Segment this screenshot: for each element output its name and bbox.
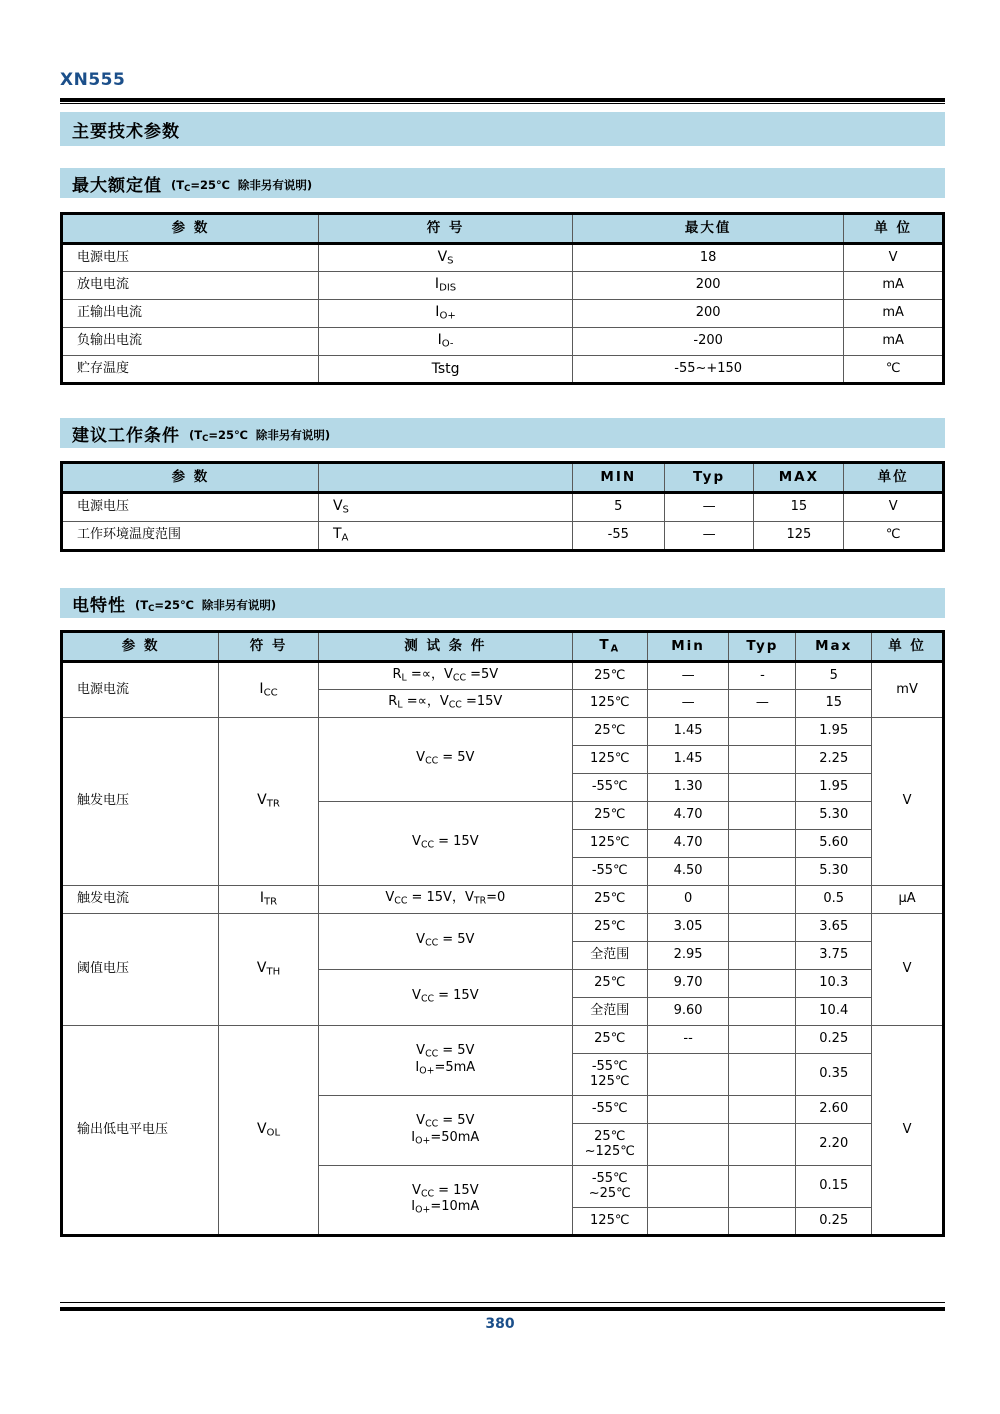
cell-typ: — [664,493,754,522]
cell-param: 触发电流 [62,886,219,914]
cell-max: 5.30 [796,802,872,830]
table-row [62,914,944,942]
cell-symbol: $V_S$ [318,493,572,522]
cell-min: 4.70 [647,802,729,830]
table-header-row [62,463,944,493]
table-row [62,272,944,300]
cell-ta: 全范围 [572,998,647,1026]
cell-ta: 25℃ [572,886,647,914]
cell-typ [729,1026,796,1054]
cell-ta: -55℃ 125℃ [572,1054,647,1096]
cell-ta: 25℃ [572,1026,647,1054]
col-header-ta: $T_A$ [572,632,647,662]
electrical-characteristics-table [60,630,945,1237]
cell-ta: 25℃ [572,914,647,942]
cell-max: 15 [754,493,844,522]
cell-max: 2.20 [796,1124,872,1166]
cell-symbol: $V_S$ [319,244,573,272]
cell-param: 电源电压 [62,244,319,272]
cell-test-condition: $V_{CC} = 15V$ [318,802,572,886]
cell-max: 0.5 [796,886,872,914]
cell-ta: -55℃ [572,774,647,802]
cell-min: 4.70 [647,830,729,858]
cell-symbol: $T_A$ [318,522,572,551]
col-header-min: MIN [572,463,664,493]
cell-min: — [647,690,729,718]
col-header-symbol: 符 号 [219,632,319,662]
electrical-section-condition: ($T_C=25℃$ 除非另有说明) [135,597,277,615]
cell-test-condition: $V_{CC} = 15V$，$V_{TR}=0$ [318,886,572,914]
main-section-bar [60,112,945,146]
cell-max: 10.4 [796,998,872,1026]
cell-min: — [647,662,729,690]
col-header-max: Max [796,632,872,662]
cell-max: 1.95 [796,774,872,802]
cell-typ [729,830,796,858]
cell-unit: mA [844,272,944,300]
cell-unit: μA [872,886,944,914]
cell-max: 15 [796,690,872,718]
col-header-symbol: 符 号 [319,214,573,244]
table-row [62,244,944,272]
cell-symbol: $V_{OL}$ [219,1026,319,1236]
cell-typ [729,718,796,746]
abs-max-section-condition: ($T_C=25℃$ 除非另有说明) [171,177,313,195]
cell-max: 5.30 [796,858,872,886]
cell-unit: ℃ [844,522,944,551]
cell-unit: V [872,1026,944,1236]
cell-min: 2.95 [647,942,729,970]
cell-test-condition: $R_L$ =∝，$V_{CC} =15V$ [318,690,572,718]
cell-min: 0 [647,886,729,914]
cell-unit: V [844,244,944,272]
cell-param: 正输出电流 [62,300,319,328]
cell-unit: mA [844,300,944,328]
cell-symbol: $V_{TH}$ [219,914,319,1026]
cell-max: 10.3 [796,970,872,998]
col-header-test-condition: 测 试 条 件 [318,632,572,662]
page-number: 380 [485,1316,515,1332]
cell-min: 3.05 [647,914,729,942]
cell-min [647,1054,729,1096]
cell-max: 2.60 [796,1096,872,1124]
col-header-unit: 单 位 [844,214,944,244]
cell-symbol: $I_{O+}$ [319,300,573,328]
cell-min: 9.60 [647,998,729,1026]
electrical-section-title: 电特性 [72,595,126,616]
cell-max: 5 [796,662,872,690]
cell-max: 0.25 [796,1208,872,1236]
cell-max: 3.75 [796,942,872,970]
table-row [62,1026,944,1054]
cell-max: 0.35 [796,1054,872,1096]
cell-typ: — [729,690,796,718]
cell-max: 0.25 [796,1026,872,1054]
cell-ta: 125℃ [572,690,647,718]
cell-typ [729,1124,796,1166]
cell-max: 200 [573,272,844,300]
col-header-min: Min [647,632,729,662]
cell-max: 5.60 [796,830,872,858]
col-header-param: 参 数 [62,463,319,493]
cell-symbol: $I_{TR}$ [219,886,319,914]
table-row [62,718,944,746]
cell-test-condition: $R_L$ =∝，$V_{CC} =5V$ [318,662,572,690]
col-header-unit: 单位 [844,463,944,493]
table-row [62,356,944,384]
cell-max: 18 [573,244,844,272]
cell-typ [729,1208,796,1236]
table-row [62,886,944,914]
cell-ta: 125℃ [572,746,647,774]
main-section-title: 主要技术参数 [72,121,180,142]
table-row [62,493,944,522]
cell-test-condition: $V_{CC} = 5V$ $I_{O+}=50mA$ [318,1096,572,1166]
cell-typ [729,858,796,886]
absolute-maximum-ratings-table [60,212,945,385]
cell-typ: — [664,522,754,551]
col-header-symbol [318,463,572,493]
recommended-section-title: 建议工作条件 [72,425,180,446]
cell-max: 3.65 [796,914,872,942]
cell-typ [729,998,796,1026]
cell-min [647,1208,729,1236]
cell-test-condition: $V_{CC} = 5V$ $I_{O+}=5mA$ [318,1026,572,1096]
cell-min: 9.70 [647,970,729,998]
cell-min: 1.30 [647,774,729,802]
cell-symbol: $I_{DIS}$ [319,272,573,300]
cell-ta: 25℃ [572,802,647,830]
col-header-max: 最大值 [573,214,844,244]
cell-max: 1.95 [796,718,872,746]
cell-symbol: $V_{TR}$ [219,718,319,886]
table-row [62,328,944,356]
cell-ta: -55℃ [572,858,647,886]
cell-ta: -55℃ [572,1096,647,1124]
cell-max: -55~+150 [573,356,844,384]
cell-typ [729,914,796,942]
col-header-param: 参 数 [62,214,319,244]
recommended-section-condition: ($T_C=25℃$ 除非另有说明) [189,427,331,445]
cell-ta: 125℃ [572,1208,647,1236]
cell-min [647,1166,729,1208]
table-header-row [62,632,944,662]
cell-ta: 25℃ ~125℃ [572,1124,647,1166]
col-header-typ: Typ [664,463,754,493]
cell-symbol: $I_{O-}$ [319,328,573,356]
cell-test-condition: $V_{CC} = 15V$ $I_{O+}=10mA$ [318,1166,572,1236]
cell-ta: 125℃ [572,830,647,858]
cell-ta: 全范围 [572,942,647,970]
cell-unit: ℃ [844,356,944,384]
cell-ta: -55℃ ~25℃ [572,1166,647,1208]
cell-param: 触发电压 [62,718,219,886]
col-header-param: 参 数 [62,632,219,662]
cell-max: 2.25 [796,746,872,774]
cell-unit: V [872,914,944,1026]
cell-min: -- [647,1026,729,1054]
cell-param: 输出低电平电压 [62,1026,219,1236]
cell-min: -55 [572,522,664,551]
cell-max: 125 [754,522,844,551]
cell-typ [729,970,796,998]
cell-param: 贮存温度 [62,356,319,384]
abs-max-section-bar [60,168,945,198]
cell-param: 电源电流 [62,662,219,718]
cell-typ [729,802,796,830]
table-header-row [62,214,944,244]
footer-rule [60,1307,945,1311]
header-rule [60,98,945,102]
cell-param: 负输出电流 [62,328,319,356]
cell-min: 1.45 [647,718,729,746]
cell-min [647,1124,729,1166]
cell-param: 工作环境温度范围 [62,522,319,551]
cell-test-condition: $V_{CC} = 5V$ [318,914,572,970]
cell-test-condition: $V_{CC} = 5V$ [318,718,572,802]
cell-min [647,1096,729,1124]
cell-min: 1.45 [647,746,729,774]
cell-max: 0.15 [796,1166,872,1208]
cell-unit: V [872,718,944,886]
table-row [62,662,944,690]
cell-typ [729,774,796,802]
col-header-max: MAX [754,463,844,493]
cell-param: 电源电压 [62,493,319,522]
cell-typ [729,1166,796,1208]
cell-param: 放电电流 [62,272,319,300]
cell-min: 5 [572,493,664,522]
cell-symbol: $I_{CC}$ [219,662,319,718]
cell-ta: 25℃ [572,718,647,746]
cell-unit: mV [872,662,944,718]
cell-param: 阈值电压 [62,914,219,1026]
cell-typ: - [729,662,796,690]
cell-unit: mA [844,328,944,356]
abs-max-section-title: 最大额定值 [72,175,162,196]
cell-min: 4.50 [647,858,729,886]
cell-typ [729,1096,796,1124]
cell-typ [729,1054,796,1096]
cell-test-condition: $V_{CC} = 15V$ [318,970,572,1026]
recommended-operating-conditions-table [60,461,945,552]
recommended-section-bar [60,418,945,448]
cell-typ [729,746,796,774]
cell-max: -200 [573,328,844,356]
cell-ta: 25℃ [572,662,647,690]
part-number-title: XN555 [60,70,126,90]
cell-typ [729,942,796,970]
cell-symbol: Tstg [319,356,573,384]
cell-typ [729,886,796,914]
table-row [62,522,944,551]
cell-ta: 25℃ [572,970,647,998]
col-header-typ: Typ [729,632,796,662]
electrical-section-bar [60,588,945,618]
table-row [62,300,944,328]
cell-unit: V [844,493,944,522]
col-header-unit: 单 位 [872,632,944,662]
cell-max: 200 [573,300,844,328]
